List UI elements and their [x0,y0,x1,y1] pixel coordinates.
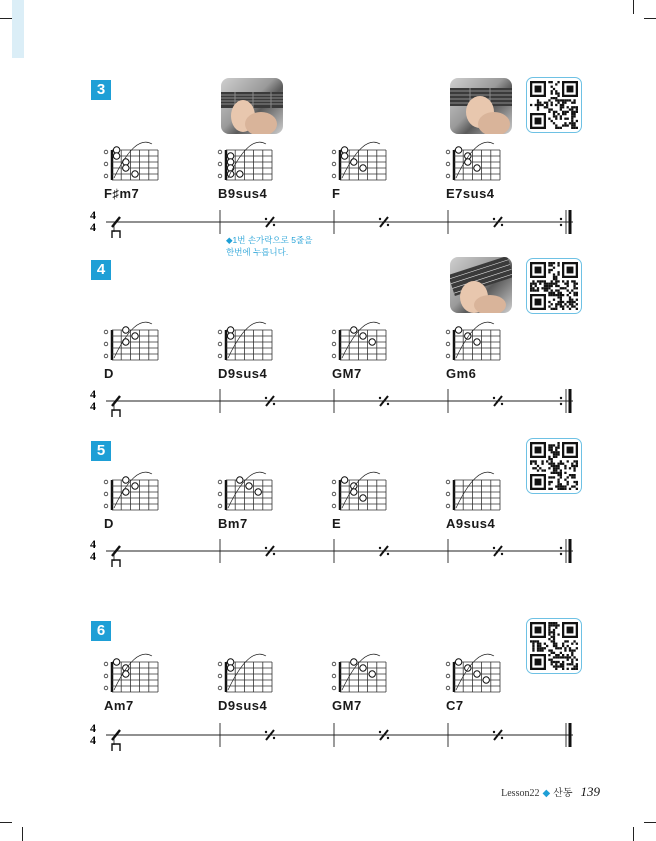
chord-diagram [212,320,282,380]
strum-staff [88,539,573,573]
example-number: 4 [91,260,111,280]
chord-name: F [332,186,341,201]
fingering-note-line: 한번에 누릅니다. [226,247,289,257]
crop-mark [644,822,656,823]
chord-fretboard-icon [326,652,396,697]
chord-diagram [212,652,282,712]
chord-name: D [104,516,114,531]
qr-code-icon[interactable] [526,438,582,494]
time-signature-top: 4 [90,387,96,401]
chord-fretboard-icon [440,652,510,697]
chord-fretboard-icon [326,140,396,185]
chord-diagram [212,140,282,200]
lesson-topic: 산동 [553,788,573,799]
chord-diagram [326,652,396,712]
chord-name: Bm7 [218,516,248,531]
strum-staff [88,210,573,244]
chord-fretboard-icon [98,470,168,515]
chord-fretboard-icon [326,470,396,515]
chord-diagram [326,470,396,530]
time-signature-bottom: 4 [90,733,96,747]
chord-fretboard-icon [440,140,510,185]
downstroke-icon [112,231,120,238]
chord-diagram [98,140,168,200]
crop-mark [633,0,634,14]
time-signature-top: 4 [90,208,96,222]
time-signature-top: 4 [90,537,96,551]
downstroke-icon [112,410,120,417]
chord-fretboard-icon [440,470,510,515]
chord-name: Gm6 [446,366,477,381]
example-number: 6 [91,621,111,641]
chord-fretboard-icon [212,470,282,515]
hand-photo-icon [450,257,512,313]
strum-staff [88,723,573,757]
chord-fretboard-icon [212,652,282,697]
chord-fretboard-icon [326,320,396,365]
chord-name: B9sus4 [218,186,268,201]
chord-diagram [440,652,510,712]
page-edge-tab [12,0,24,58]
downstroke-icon [112,744,120,751]
crop-mark [0,822,12,823]
example-number: 3 [91,80,111,100]
chord-diagram [440,140,510,200]
crop-mark [22,827,23,841]
chord-diagram [212,470,282,530]
chord-diagram [98,320,168,380]
time-signature-bottom: 4 [90,549,96,563]
page-footer [501,784,600,800]
chord-fretboard-icon [98,320,168,365]
crop-mark [633,827,634,841]
chord-fretboard-icon [212,140,282,185]
qr-code-icon[interactable] [526,618,582,674]
time-signature-bottom: 4 [90,399,96,413]
qr-code-icon[interactable] [526,258,582,314]
chord-fretboard-icon [440,320,510,365]
chord-name: C7 [446,698,464,713]
crop-mark [0,18,12,19]
chord-fretboard-icon [212,320,282,365]
chord-name: A9sus4 [446,516,496,531]
chord-name: E [332,516,342,531]
bullet-icon: ◆ [542,788,551,799]
hand-photo-icon [450,78,512,134]
chord-name: D9sus4 [218,366,268,381]
qr-code-icon[interactable] [526,77,582,133]
chord-diagram [440,320,510,380]
chord-diagram [98,652,168,712]
chord-name: Am7 [104,698,134,713]
time-signature-bottom: 4 [90,220,96,234]
strum-staff [88,389,573,423]
chord-name: D [104,366,114,381]
chord-name: E7sus4 [446,186,495,201]
chord-name: GM7 [332,698,362,713]
chord-diagram [326,140,396,200]
chord-fretboard-icon [98,652,168,697]
chord-name: GM7 [332,366,362,381]
example-number: 5 [91,441,111,461]
chord-name: D9sus4 [218,698,268,713]
chord-diagram [440,470,510,530]
chord-diagram [326,320,396,380]
lesson-label: Lesson22 [501,788,540,799]
chord-name: F♯m7 [104,186,140,201]
fingering-note [226,234,312,258]
chord-diagram [98,470,168,530]
time-signature-top: 4 [90,721,96,735]
fingering-note-line: ◆1번 손가락으로 5줄을 [226,235,313,245]
chord-fretboard-icon [98,140,168,185]
crop-mark [644,18,656,19]
hand-photo-icon [221,78,283,134]
downstroke-icon [112,560,120,567]
page-number: 139 [580,784,600,799]
